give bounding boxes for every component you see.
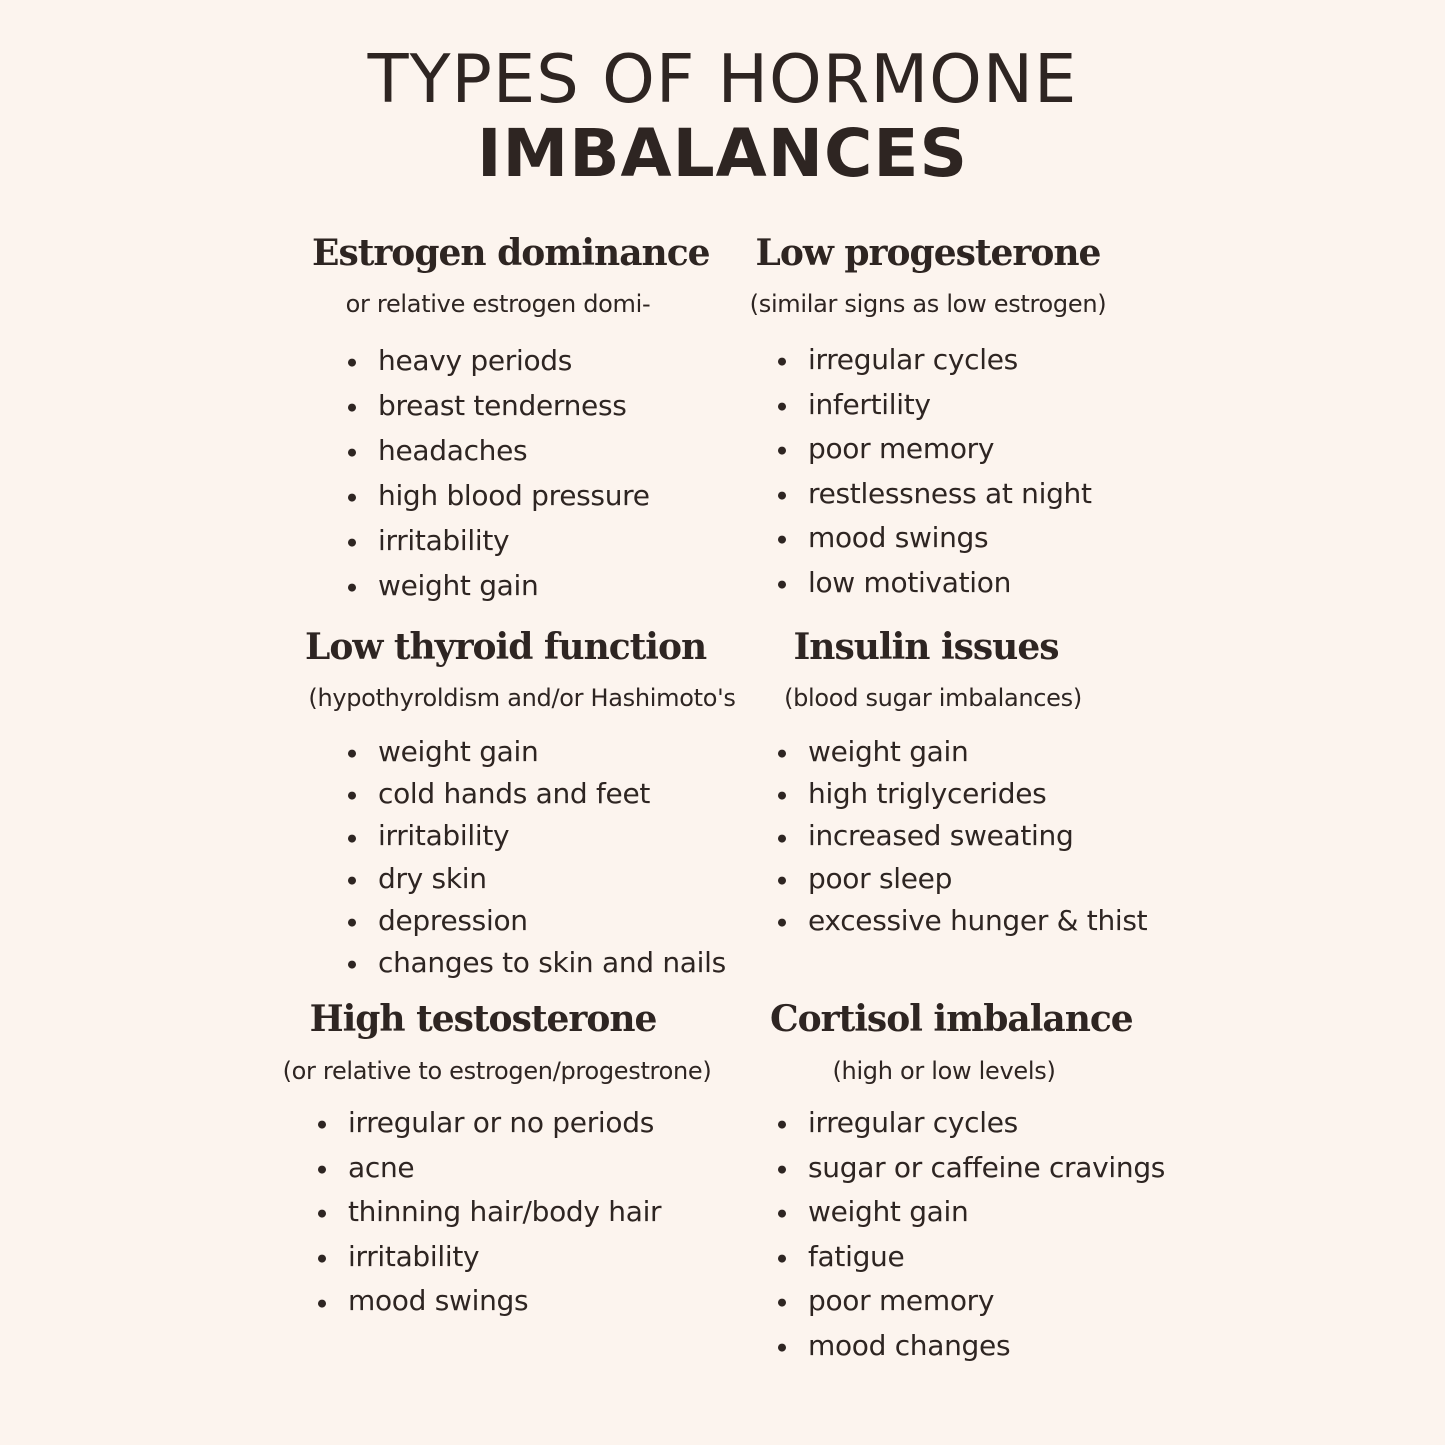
- list-item: high blood pressure: [348, 473, 650, 518]
- bullet-icon: [778, 1165, 786, 1173]
- symptom-list-low-thyroid-function: [348, 731, 726, 984]
- section-heading-low-thyroid-function: Low thyroid function: [305, 626, 707, 668]
- list-item: irregular or no periods: [318, 1101, 661, 1146]
- list-item: restlessness at night: [778, 472, 1092, 517]
- bullet-icon: [348, 358, 356, 366]
- list-item: changes to skin and nails: [348, 942, 726, 984]
- list-item: cold hands and feet: [348, 773, 726, 815]
- section-heading-high-testosterone: High testosterone: [309, 998, 657, 1040]
- section-heading-insulin-issues: Insulin issues: [793, 626, 1059, 668]
- bullet-icon: [348, 448, 356, 456]
- section-subtitle-estrogen-dominance: or relative estrogen domi-: [345, 290, 651, 318]
- bullet-icon: [778, 792, 786, 800]
- section-subtitle-insulin-issues: (blood sugar imbalances): [784, 684, 1082, 712]
- list-item: weight gain: [348, 731, 726, 773]
- bullet-icon: [348, 876, 356, 884]
- list-item: increased sweating: [778, 815, 1147, 857]
- section-heading-low-progesterone: Low progesterone: [755, 232, 1101, 274]
- list-item: excessive hunger & thist: [778, 900, 1147, 942]
- list-item: low motivation: [778, 561, 1092, 606]
- list-item: thinning hair/body hair: [318, 1190, 661, 1235]
- bullet-icon: [778, 834, 786, 842]
- bullet-icon: [318, 1121, 326, 1129]
- bullet-icon: [348, 792, 356, 800]
- section-subtitle-high-testosterone: (or relative to estrogen/progestrone): [282, 1057, 712, 1085]
- list-item: dry skin: [348, 858, 726, 900]
- list-item: poor memory: [778, 1279, 1165, 1324]
- list-item: mood swings: [778, 516, 1092, 561]
- symptom-list-low-progesterone: [778, 338, 1092, 605]
- list-item: irregular cycles: [778, 338, 1092, 383]
- bullet-icon: [318, 1165, 326, 1173]
- list-item: mood changes: [778, 1324, 1165, 1369]
- symptom-list-insulin-issues: [778, 731, 1147, 942]
- bullet-icon: [778, 750, 786, 758]
- symptom-list-estrogen-dominance: [348, 338, 650, 608]
- list-item: acne: [318, 1146, 661, 1191]
- bullet-icon: [778, 1210, 786, 1218]
- list-item: poor sleep: [778, 858, 1147, 900]
- list-item: irritability: [348, 815, 726, 857]
- bullet-icon: [318, 1255, 326, 1263]
- list-item: headaches: [348, 428, 650, 473]
- list-item: poor memory: [778, 427, 1092, 472]
- list-item: breast tenderness: [348, 383, 650, 428]
- bullet-icon: [778, 580, 786, 588]
- bullet-icon: [348, 403, 356, 411]
- bullet-icon: [778, 402, 786, 410]
- list-item: weight gain: [348, 563, 650, 608]
- bullet-icon: [318, 1299, 326, 1307]
- list-item: fatigue: [778, 1235, 1165, 1280]
- bullet-icon: [778, 358, 786, 366]
- bullet-icon: [778, 1254, 786, 1262]
- bullet-icon: [348, 834, 356, 842]
- list-item: depression: [348, 900, 726, 942]
- bullet-icon: [778, 1299, 786, 1307]
- section-heading-estrogen-dominance: Estrogen dominance: [312, 232, 710, 274]
- section-heading-cortisol-imbalance: Cortisol imbalance: [770, 998, 1133, 1040]
- list-item: weight gain: [778, 1190, 1165, 1235]
- list-item: irritability: [318, 1235, 661, 1280]
- section-subtitle-low-thyroid-function: (hypothyroldism and/or Hashimoto's: [308, 684, 736, 712]
- bullet-icon: [318, 1210, 326, 1218]
- bullet-icon: [778, 1343, 786, 1351]
- bullet-icon: [778, 447, 786, 455]
- bullet-icon: [778, 919, 786, 927]
- bullet-icon: [348, 538, 356, 546]
- list-item: heavy periods: [348, 338, 650, 383]
- bullet-icon: [778, 536, 786, 544]
- list-item: high triglycerides: [778, 773, 1147, 815]
- list-item: infertility: [778, 383, 1092, 428]
- list-item: irritability: [348, 518, 650, 563]
- bullet-icon: [778, 1121, 786, 1129]
- bullet-icon: [348, 919, 356, 927]
- list-item: sugar or caffeine cravings: [778, 1146, 1165, 1191]
- section-subtitle-low-progesterone: (similar signs as low estrogen): [749, 290, 1107, 318]
- page-title-line1: TYPES OF HORMONE: [367, 40, 1078, 118]
- section-subtitle-cortisol-imbalance: (high or low levels): [832, 1057, 1056, 1085]
- bullet-icon: [348, 493, 356, 501]
- list-item: weight gain: [778, 731, 1147, 773]
- symptom-list-cortisol-imbalance: [778, 1101, 1165, 1368]
- bullet-icon: [778, 876, 786, 884]
- bullet-icon: [778, 491, 786, 499]
- bullet-icon: [348, 961, 356, 969]
- page-title-line2: IMBALANCES: [476, 115, 969, 192]
- list-item: irregular cycles: [778, 1101, 1165, 1146]
- list-item: mood swings: [318, 1279, 661, 1324]
- bullet-icon: [348, 583, 356, 591]
- symptom-list-high-testosterone: [318, 1101, 661, 1324]
- bullet-icon: [348, 750, 356, 758]
